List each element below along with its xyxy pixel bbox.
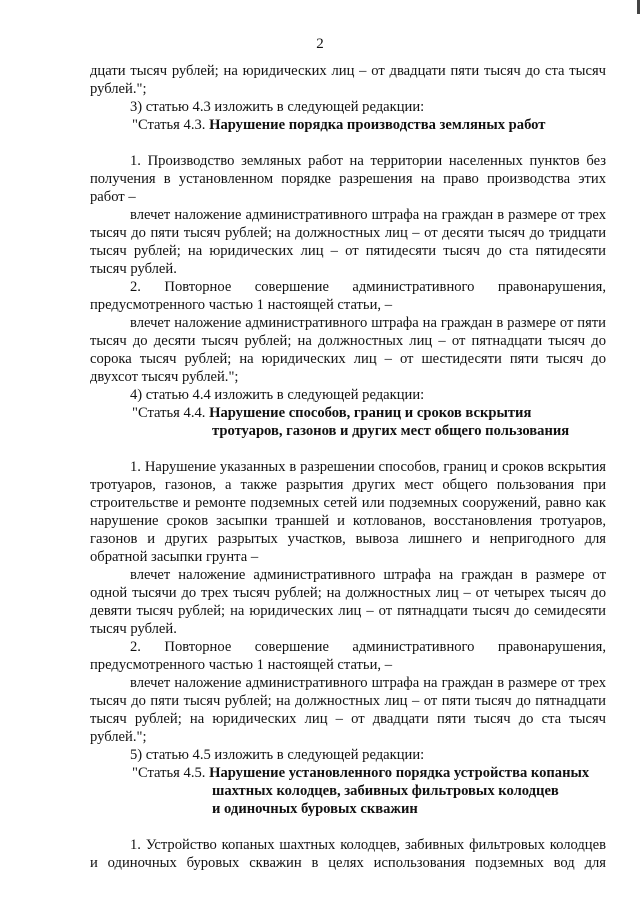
article-4-3-heading [90, 116, 606, 134]
article-4-5-heading [90, 764, 606, 818]
article-4-4-title-line-2: тротуаров, газонов и других мест общего пользования [212, 423, 570, 439]
article-4-5-title-line-2: шахтных колодцев, забивных фильтровых колодцев [212, 783, 559, 799]
article-4-3-part-1-penalty: влечет наложение административного штрафа на граждан в размере от трех тысяч до пяти тысяч рублей; на должностных лиц – от десяти тысяч до тридцати тысяч рублей; на юридических лиц – от пятидесяти тысяч до ста пятидесяти тысяч рублей. [90, 207, 606, 277]
document-body [90, 62, 606, 872]
article-4-3-part-2: 2. Повторное совершение административного правонарушения, предусмотренного частью 1 настоящей статьи, – [90, 279, 606, 313]
article-4-4-part-1: 1. Нарушение указанных в разрешении способов, границ и сроков вскрытия тротуаров, газонов, а также разрытия других мест общего пользования при строительстве и ремонте подземных сетей или подземных сооружений, равно как нарушение сроков засыпки траншей и котлованов, восстановления тротуаров, газонов и других разрытых участков, вывоза лишнего и непригодного для обратной засыпки грунта – [90, 459, 606, 565]
article-4-4-part-2: 2. Повторное совершение административного правонарушения, предусмотренного частью 1 настоящей статьи, – [90, 639, 606, 673]
article-4-4-number: "Статья 4.4. [132, 405, 210, 421]
article-4-3-part-2-penalty: влечет наложение административного штрафа на граждан в размере от пяти тысяч до десяти тысяч рублей; на должностных лиц – от пятнадцати тысяч до сорока тысяч рублей; на юридических лиц – от шестидесяти пяти тысяч до двухсот тысяч рублей."; [90, 315, 606, 385]
article-4-4-heading [90, 404, 606, 440]
article-4-3-part-1: 1. Производство земляных работ на территории населенных пунктов без получения в установленном порядке разрешения на право производства этих работ – [90, 153, 606, 205]
article-4-4-part-1-penalty: влечет наложение административного штрафа на граждан в размере от одной тысячи до трех тысяч рублей; на должностных лиц – от четырех тысяч до девяти тысяч рублей; на юридических лиц – от пятнадцати тысяч до семидесяти тысяч рублей. [90, 567, 606, 637]
article-4-4-part-2-penalty: влечет наложение административного штрафа на граждан в размере от трех тысяч до пяти тысяч рублей; на должностных лиц – от пяти тысяч до пятнадцати тысяч рублей; на юридических лиц – от двадцати пяти тысяч до ста тысяч рублей."; [90, 675, 606, 745]
article-4-5-title-line-1: Нарушение установленного порядка устройства копаных [209, 765, 590, 781]
article-4-5-title-line-3: и одиночных буровых скважин [212, 801, 418, 817]
article-4-3-title: Нарушение порядка производства земляных работ [209, 117, 546, 133]
amendment-item-4: 4) статью 4.4 изложить в следующей редакции: [130, 387, 425, 403]
amendment-item-3: 3) статью 4.3 изложить в следующей редакции: [130, 99, 425, 115]
article-4-5-part-1: 1. Устройство копаных шахтных колодцев, забивных фильтровых колодцев и одиночных буровых скважин в целях использования подземных вод для [90, 837, 606, 871]
article-4-3-number: "Статья 4.3. [132, 117, 210, 133]
article-4-5-number: "Статья 4.5. [132, 765, 210, 781]
paragraph-continuation: дцати тысяч рублей; на юридических лиц – от двадцати пяти тысяч до ста тысяч рублей."; [90, 63, 606, 97]
amendment-item-5: 5) статью 4.5 изложить в следующей редакции: [130, 747, 425, 763]
page-number: 2 [316, 36, 324, 52]
article-4-4-title-line-1: Нарушение способов, границ и сроков вскрытия [209, 405, 532, 421]
